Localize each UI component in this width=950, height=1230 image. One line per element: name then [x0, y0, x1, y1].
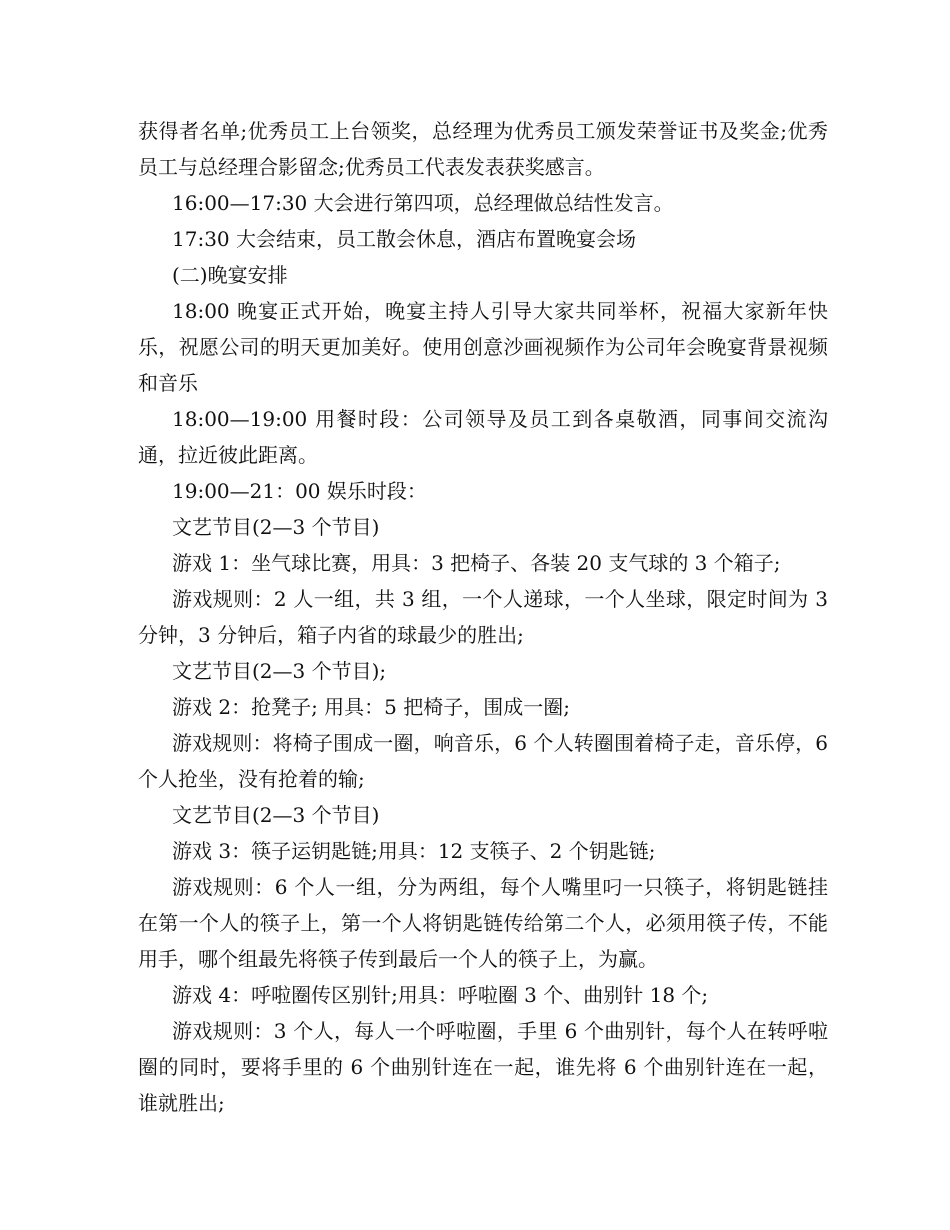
- paragraph-award-winners: 获得者名单;优秀员工上台领奖，总经理为优秀员工颁发荣誉证书及奖金;优秀员工与总经理合影留念;优秀员工代表发表获奖感言。: [138, 119, 828, 179]
- paragraph-game-4: 游戏 4：呼啦圈传区别针;用具：呼啦圈 3 个、曲别针 18 个;: [172, 983, 709, 1007]
- paragraph-game-3-rules: 游戏规则：6 个人一组，分为两组，每个人嘴里叼一只筷子，将钥匙链挂在第一个人的筷子上，第一个人将钥匙链传给第二个人，必须用筷子传，不能用手，哪个组最先将筷子传到最后一个人的筷子上，为赢。: [138, 875, 828, 971]
- paragraph-game-1: 游戏 1：坐气球比赛，用具：3 把椅子、各装 20 支气球的 3 个箱子;: [172, 551, 781, 575]
- section-heading-banquet: (二)晚宴安排: [172, 263, 288, 287]
- document-body: [138, 113, 828, 1121]
- paragraph-banquet-start: 18:00 晚宴正式开始，晚宴主持人引导大家共同举杯，祝福大家新年快乐，祝愿公司的明天更加美好。使用创意沙画视频作为公司年会晚宴背景视频和音乐: [138, 299, 828, 395]
- paragraph-performance-2: 文艺节目(2—3 个节目);: [172, 659, 387, 683]
- paragraph-game-1-rules: 游戏规则：2 人一组，共 3 组，一个人递球，一个人坐球，限定时间为 3 分钟，3 分钟后，箱子内省的球最少的胜出;: [138, 587, 828, 647]
- paragraph-game-2-rules: 游戏规则：将椅子围成一圈，响音乐，6 个人转圈围着椅子走，音乐停，6 个人抢坐，没有抢着的输;: [138, 731, 828, 791]
- paragraph-game-3: 游戏 3：筷子运钥匙链;用具：12 支筷子、2 个钥匙链;: [172, 839, 656, 863]
- paragraph-meeting-end: 17:30 大会结束，员工散会休息，酒店布置晚宴会场: [172, 227, 636, 251]
- paragraph-performance-3: 文艺节目(2—3 个节目): [172, 803, 380, 827]
- paragraph-game-4-rules: 游戏规则：3 个人，每人一个呼啦圈，手里 6 个曲别针，每个人在转呼啦圈的同时，要将手里的 6 个曲别针连在一起，谁先将 6 个曲别针连在一起，谁就胜出;: [138, 1019, 828, 1115]
- paragraph-game-2: 游戏 2：抢凳子; 用具：5 把椅子，围成一圈;: [172, 695, 570, 719]
- paragraph-performance-1: 文艺节目(2—3 个节目): [172, 515, 380, 539]
- paragraph-closing-speech: 16:00—17:30 大会进行第四项，总经理做总结性发言。: [172, 191, 674, 215]
- paragraph-dining-time: 18:00—19:00 用餐时段：公司领导及员工到各桌敬酒，同事间交流沟通，拉近彼此距离。: [138, 407, 828, 467]
- paragraph-entertainment-time: 19:00—21：00 娱乐时段：: [172, 479, 427, 503]
